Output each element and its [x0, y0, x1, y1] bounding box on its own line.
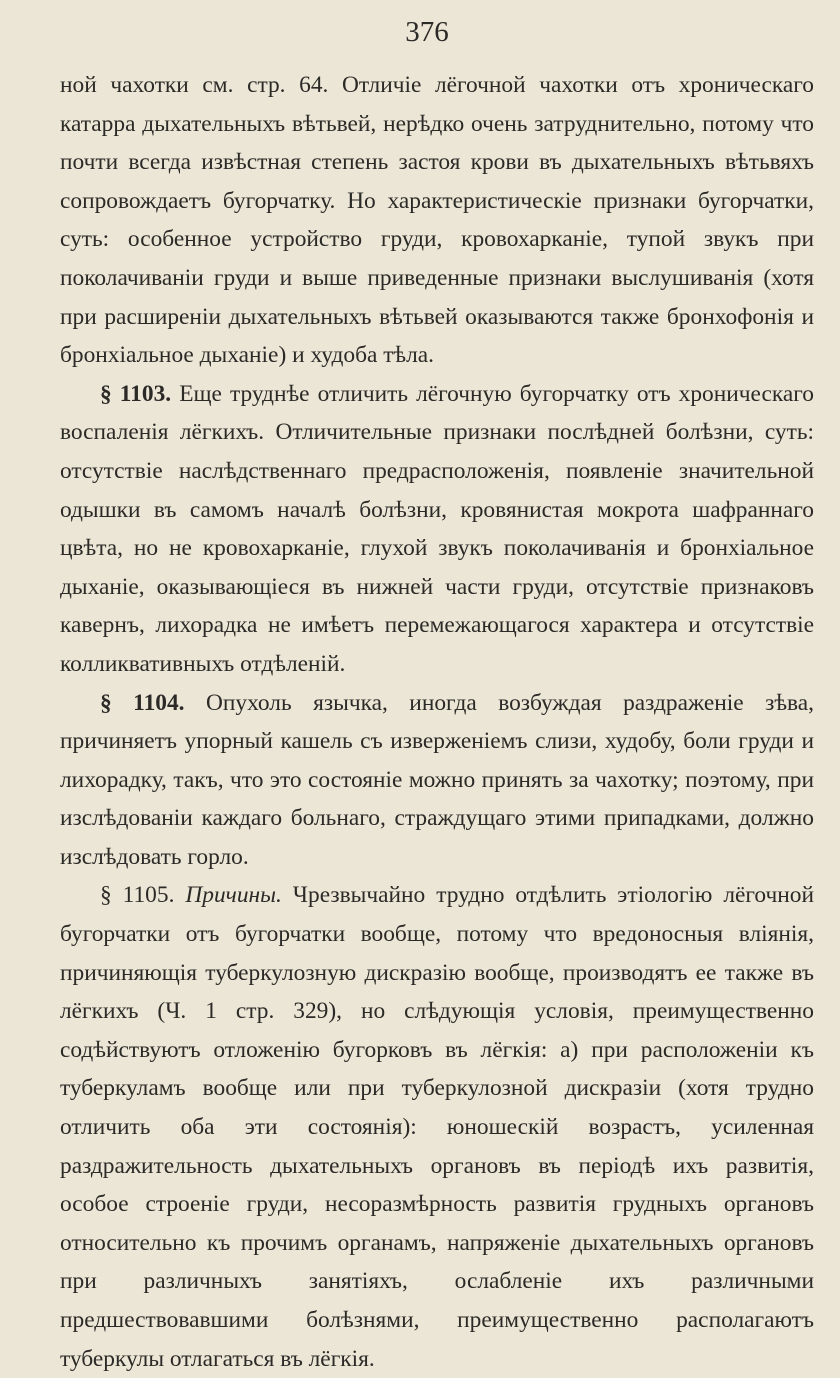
- paragraph-text: ной чахотки см. стр. 64. Отличіе лёгочной чахотки отъ хроническаго катарра дыхательныхъ вѣтьвей, нерѣдко очень затруднительно, потому что почти всегда извѣстная степень застоя крови въ дыхательныхъ вѣтьвяхъ сопровождаетъ бугорчатку. Но характеристическіе признаки бугорчатки, суть: особенное устройство груди, кровохарканіе, тупой звукъ при поколачиваніи груди и выше приведенные признаки выслушиванія (хотя при расширеніи дыхательныхъ вѣтьвей оказываются также бронхофонія и бронхіальное дыханіе) и худоба тѣла.: [60, 72, 814, 369]
- body-text: [60, 66, 814, 1378]
- paragraph-1105: [60, 876, 814, 1378]
- section-number: § 1103.: [100, 380, 172, 407]
- paragraph-text: Чрезвычайно трудно отдѣлить этіологію лёгочной бугорчатки отъ бугорчатки вообще, потому что вредоносныя вліянія, причиняющія туберкулозную дискразію вообще, производятъ ее также въ лёгкихъ (Ч. 1 стр. 329), но слѣдующія условія, преимущественно содѣйствуютъ отложенію бугорковъ въ лёгкія: a) при расположеніи къ туберкуламъ вообще или при туберкулозной дискразіи (хотя трудно отличить оба эти состоянія): юношескій возрастъ, усиленная раздражительность дыхательныхъ органовъ въ періодѣ ихъ развитія, особое строеніе груди, несоразмѣрность развитія грудныхъ органовъ относительно къ прочимъ органамъ, напряженіе дыхательныхъ органовъ при различныхъ занятіяхъ, ослабленіе ихъ различными предшествовавшими болѣзнями, преимущественно располагаютъ туберкулы отлагаться въ лёгкія.: [60, 882, 814, 1372]
- paragraph-1104: [60, 684, 814, 877]
- section-heading: Причины.: [185, 882, 282, 909]
- paragraph-1103: [60, 375, 814, 684]
- paragraph-text: Опухоль язычка, иногда возбуждая раздраженіе зѣва, причиняетъ упорный кашель съ изверженіемъ слизи, худобу, боли груди и лихорадку, такъ, что это состояніе можно принять за чахотку; поэтому, при изслѣдованіи каждаго больнаго, страждущаго этими припадками, должно изслѣдовать горло.: [60, 689, 814, 870]
- section-number: § 1105.: [100, 882, 175, 909]
- paragraph-continuation: [60, 66, 814, 375]
- paragraph-text: Еще труднѣе отличить лёгочную бугорчатку отъ хроническаго воспаленія лёгкихъ. Отличительные признаки послѣдней болѣзни, суть: отсутствіе наслѣдственнаго предрасположенія, появленіе значительной одышки въ самомъ началѣ болѣзни, кровянистая мокрота шафраннаго цвѣта, но не кровохарканіе, глухой звукъ поколачиванія и бронхіальное дыханіе, оказывающіеся въ нижней части груди, отсутствіе признаковъ кавернъ, лихорадка не имѣетъ перемежающагося характера и отсутствіе колликвативныхъ отдѣленій.: [60, 380, 814, 677]
- page-number: 376: [405, 16, 449, 48]
- section-number: § 1104.: [100, 689, 185, 716]
